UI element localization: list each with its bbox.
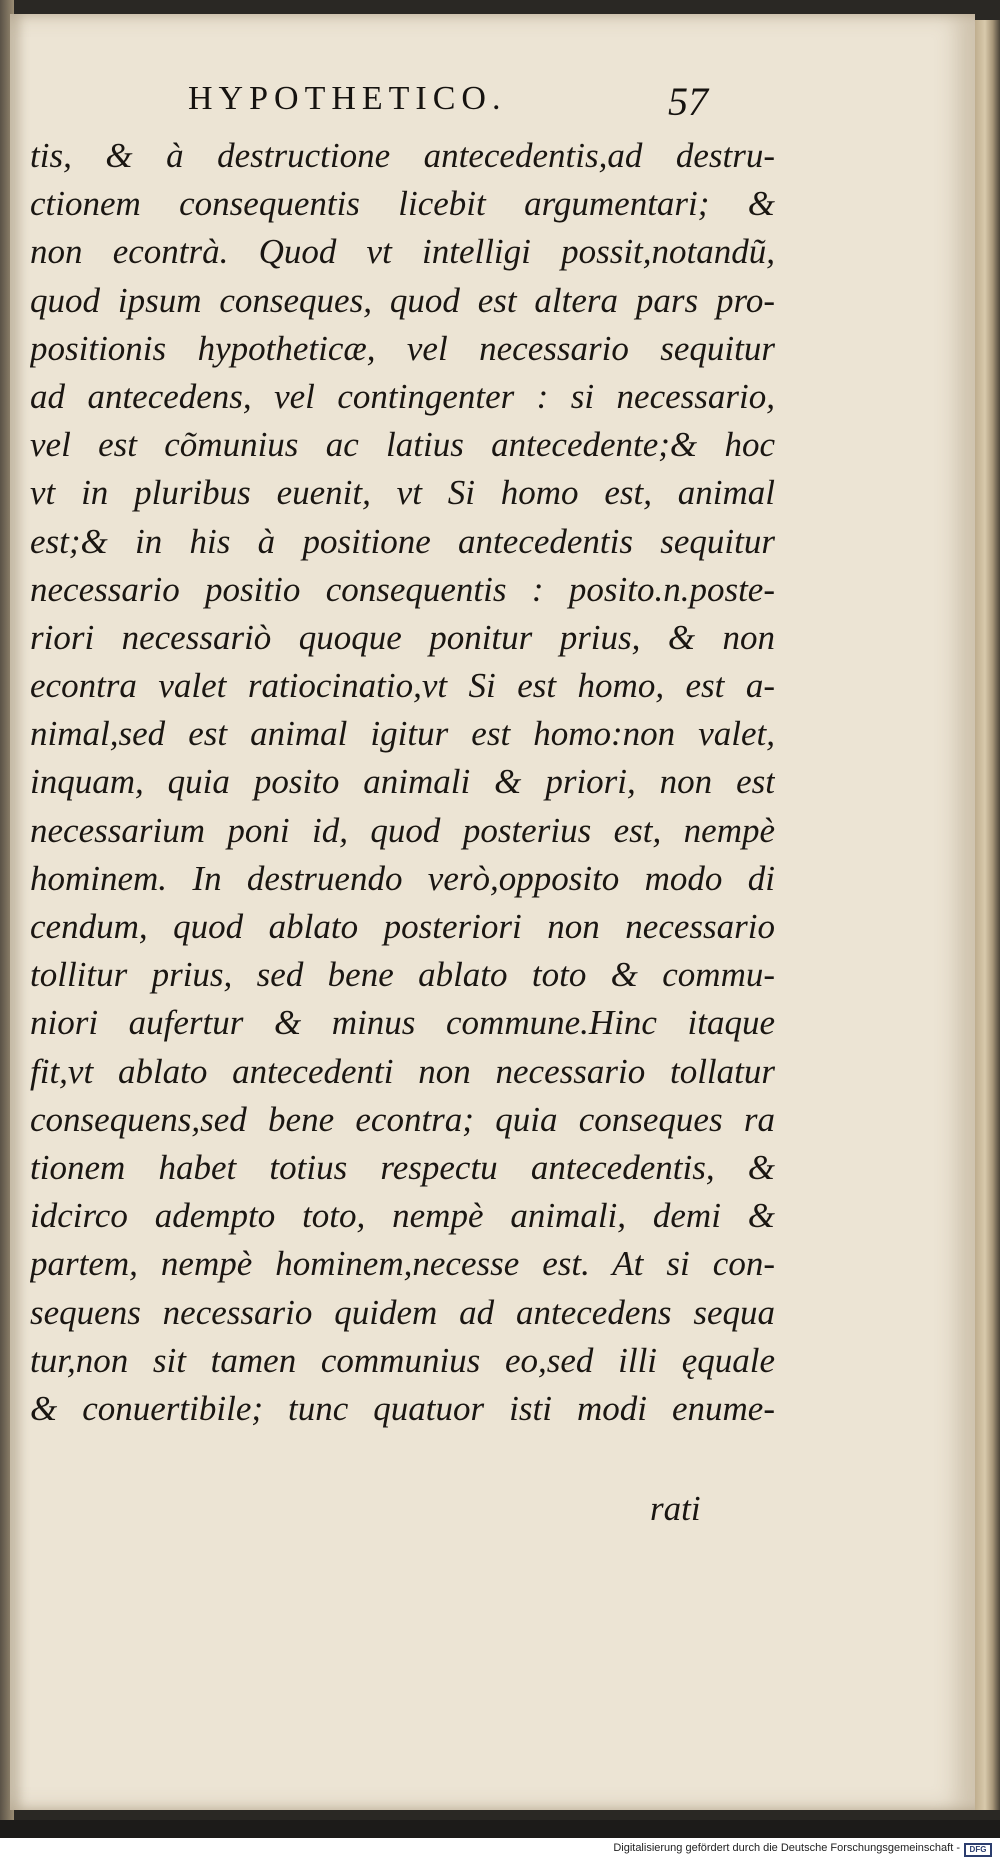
text-line: ctionem consequentis licebit argumentari; & bbox=[30, 184, 775, 224]
text-line: riori necessariò quoque ponitur prius, & non bbox=[30, 617, 775, 657]
text-line: est;& in his à positione antecedentis sequitur bbox=[30, 521, 775, 561]
text-line: cendum, quod ablato posteriori non necessario bbox=[30, 907, 775, 946]
text-line: non econtrà. Quod vt intelligi possit,notandũ, bbox=[30, 232, 775, 272]
text-line: ad antecedens, vel contingenter : si necessario, bbox=[30, 376, 775, 416]
text-line: partem, nempè hominem,necesse est. At si con- bbox=[30, 1244, 775, 1284]
text-line: inquam, quia posito animali & priori, non est bbox=[30, 762, 775, 802]
text-line: tur,non sit tamen communius eo,sed illi ęquale bbox=[30, 1340, 775, 1380]
running-title: HYPOTHETICO. bbox=[188, 80, 507, 117]
funding-credit: Digitalisierung gefördert durch die Deutsche Forschungsgemeinschaft - bbox=[613, 1842, 960, 1854]
text-line: vel est cõmunius ac latius antecedente;& hoc bbox=[30, 425, 775, 465]
dfg-logo-icon: DFG bbox=[964, 1843, 992, 1857]
text-line: econtra valet ratiocinatio,vt Si est homo, est a- bbox=[30, 666, 775, 706]
text-line: necessario positio consequentis : posito.n.poste- bbox=[30, 569, 775, 609]
text-line: consequens,sed bene econtra; quia conseques ra bbox=[30, 1099, 775, 1139]
text-line: sequens necessario quidem ad antecedens sequa bbox=[30, 1292, 775, 1332]
text-block bbox=[30, 132, 775, 1433]
page-number: 57 bbox=[668, 79, 708, 124]
catchword: rati bbox=[650, 1489, 701, 1528]
text-line: hominem. In destruendo verò,opposito modo di bbox=[30, 858, 775, 898]
text-line: & conuertibile; tunc quatuor isti modi enume- bbox=[30, 1388, 775, 1428]
text-line: fit,vt ablato antecedenti non necessario tollatur bbox=[30, 1051, 775, 1091]
page-edge-stack bbox=[975, 20, 1000, 1810]
text-line: positionis hypotheticæ, vel necessario sequitur bbox=[30, 328, 775, 368]
text-line: vt in pluribus euenit, vt Si homo est, animal bbox=[30, 473, 775, 513]
book-page bbox=[10, 14, 975, 1810]
text-line: niori aufertur & minus commune.Hinc itaque bbox=[30, 1003, 775, 1043]
text-line: nimal,sed est animal igitur est homo:non valet, bbox=[30, 714, 775, 754]
text-line: tollitur prius, sed bene ablato toto & commu- bbox=[30, 955, 775, 995]
text-line: tionem habet totius respectu antecedentis, & bbox=[30, 1147, 775, 1187]
text-line: idcirco adempto toto, nempè animali, demi & bbox=[30, 1196, 775, 1236]
text-line: quod ipsum conseques, quod est altera pars pro- bbox=[30, 280, 775, 320]
digitization-footer bbox=[0, 1838, 1000, 1864]
text-line: tis, & à destructione antecedentis,ad destru- bbox=[30, 136, 775, 175]
running-head bbox=[188, 78, 708, 128]
text-line: necessarium poni id, quod posterius est, nempè bbox=[30, 810, 775, 850]
